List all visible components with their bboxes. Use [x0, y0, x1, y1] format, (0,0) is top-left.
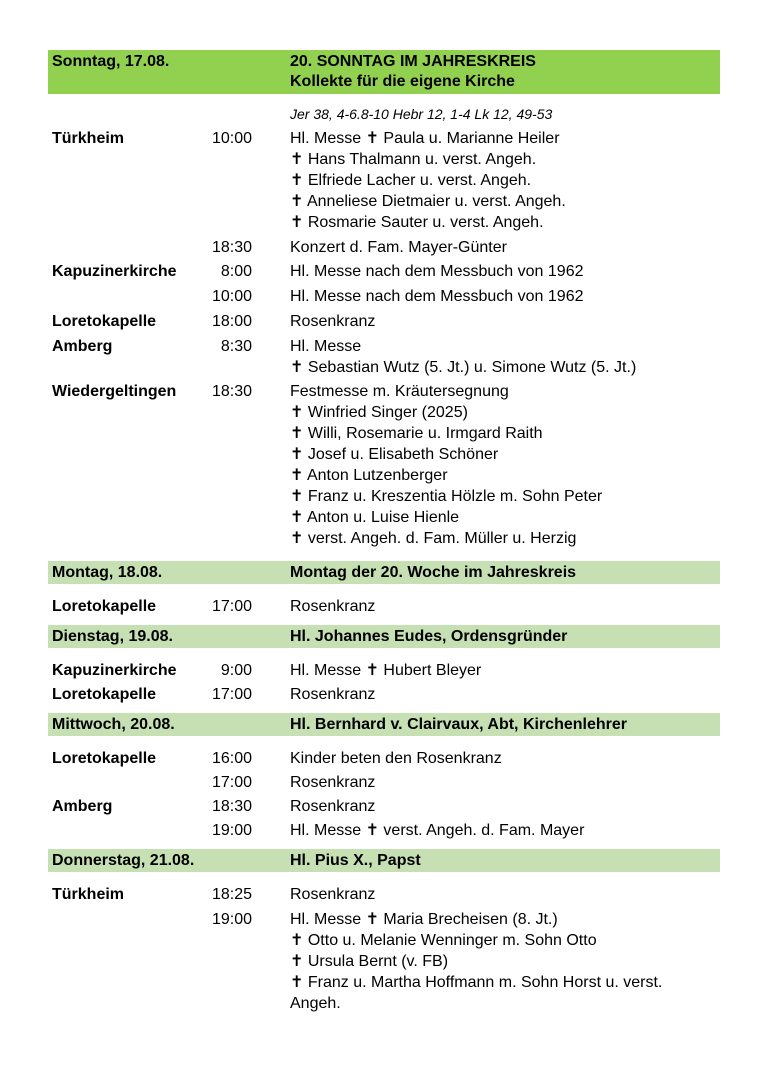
schedule-row: [48, 336, 720, 378]
location: Türkheim: [52, 886, 125, 903]
schedule-row: [48, 261, 720, 282]
location: [48, 286, 204, 307]
description-line: ✝ Anneliese Dietmaier u. verst. Angeh.: [290, 193, 566, 210]
day-title: 20. SONNTAG IM JAHRESKREIS: [290, 53, 536, 70]
location: Kapuzinerkirche: [52, 263, 177, 280]
location: Kapuzinerkirche: [52, 662, 177, 679]
description: [290, 884, 720, 905]
description-line: ✝ verst. Angeh. d. Fam. Müller u. Herzig: [290, 530, 577, 547]
description-line: Rosenkranz: [290, 798, 376, 815]
location: Amberg: [52, 798, 113, 815]
time: 18:30: [211, 383, 252, 400]
time: 18:00: [211, 313, 252, 330]
day-title: Hl. Bernhard v. Clairvaux, Abt, Kirchenlehrer: [290, 716, 627, 733]
day-header-wednesday: [48, 713, 720, 736]
day-date: Dienstag, 19.08.: [52, 628, 173, 645]
description-line: Festmesse m. Kräutersegnung: [290, 383, 509, 400]
description-line: Hl. Messe nach dem Messbuch von 1962: [290, 288, 584, 305]
description: [290, 237, 720, 258]
day-title: Montag der 20. Woche im Jahreskreis: [290, 564, 577, 581]
location: Loretokapelle: [52, 750, 157, 767]
schedule-row: [48, 128, 720, 233]
description-line: Rosenkranz: [290, 886, 376, 903]
description-line: ✝ Josef u. Elisabeth Schöner: [290, 446, 499, 463]
time: 17:00: [211, 774, 252, 791]
time: 18:25: [211, 886, 252, 903]
schedule-row: [48, 884, 720, 905]
description: [290, 684, 720, 705]
day-header-tuesday: [48, 625, 720, 648]
location: [48, 909, 204, 1014]
day-title: Hl. Pius X., Papst: [290, 852, 421, 869]
location: Türkheim: [52, 130, 125, 147]
time: 17:00: [211, 686, 252, 703]
description-line: ✝ Franz u. Martha Hoffmann m. Sohn Horst u. verst.: [290, 974, 663, 991]
location: Loretokapelle: [52, 598, 157, 615]
description: [290, 596, 720, 617]
time: 10:00: [211, 130, 252, 147]
description: [290, 909, 720, 1014]
time: 8:30: [220, 338, 252, 355]
location: [48, 772, 204, 793]
location: Loretokapelle: [52, 313, 157, 330]
description-line: ✝ Elfriede Lacher u. verst. Angeh.: [290, 172, 532, 189]
schedule-row: [48, 684, 720, 705]
description-line: ✝ Ursula Bernt (v. FB): [290, 953, 449, 970]
time: 16:00: [211, 750, 252, 767]
description: [290, 311, 720, 332]
time: 10:00: [211, 288, 252, 305]
day-header-thursday: [48, 849, 720, 872]
time: 9:00: [220, 662, 252, 679]
scripture-reading: Jer 38, 4-6.8-10 Hebr 12, 1-4 Lk 12, 49-53: [290, 106, 553, 122]
description-line: Hl. Messe: [290, 338, 362, 355]
schedule-row: [48, 286, 720, 307]
location: Loretokapelle: [52, 686, 157, 703]
schedule-page: [48, 50, 720, 1014]
description: [290, 748, 720, 769]
description-line: ✝ Anton u. Luise Hienle: [290, 509, 460, 526]
schedule-row: [48, 909, 720, 1014]
schedule-row: [48, 772, 720, 793]
description-line: Kinder beten den Rosenkranz: [290, 750, 502, 767]
description-line: ✝ Anton Lutzenberger: [290, 467, 448, 484]
description: [290, 381, 720, 549]
time: 19:00: [211, 822, 252, 839]
location: [48, 820, 204, 841]
description-line: Hl. Messe ✝ Hubert Bleyer: [290, 662, 482, 679]
description-line: Rosenkranz: [290, 598, 376, 615]
schedule-row: [48, 748, 720, 769]
schedule-row: [48, 596, 720, 617]
location: [48, 237, 204, 258]
day-header-monday: [48, 561, 720, 584]
description-line: ✝ Franz u. Kreszentia Hölzle m. Sohn Peter: [290, 488, 603, 505]
day-date: Montag, 18.08.: [52, 564, 163, 581]
description: [290, 128, 720, 233]
description: [290, 286, 720, 307]
description: [290, 660, 720, 681]
schedule-row: [48, 381, 720, 549]
schedule-row: [48, 820, 720, 841]
description-line: ✝ Winfried Singer (2025): [290, 404, 468, 421]
day-header-sunday: [48, 50, 720, 94]
description: [290, 336, 720, 378]
description-line: ✝ Hans Thalmann u. verst. Angeh.: [290, 151, 537, 168]
day-title: Hl. Johannes Eudes, Ordensgründer: [290, 628, 568, 645]
description-line: Rosenkranz: [290, 774, 376, 791]
time: 18:30: [211, 239, 252, 256]
description-line: Rosenkranz: [290, 686, 376, 703]
schedule-row: [48, 311, 720, 332]
description: [290, 796, 720, 817]
description: [290, 820, 720, 841]
description-line: Hl. Messe ✝ verst. Angeh. d. Fam. Mayer: [290, 822, 585, 839]
description-line: Hl. Messe ✝ Maria Brecheisen (8. Jt.): [290, 911, 558, 928]
time: 17:00: [211, 598, 252, 615]
description-line: ✝ Otto u. Melanie Wenninger m. Sohn Otto: [290, 932, 597, 949]
description-line: ✝ Willi, Rosemarie u. Irmgard Raith: [290, 425, 543, 442]
description: [290, 261, 720, 282]
time: 18:30: [211, 798, 252, 815]
schedule-row: [48, 660, 720, 681]
description-line: Konzert d. Fam. Mayer-Günter: [290, 239, 507, 256]
description-line: ✝ Rosmarie Sauter u. verst. Angeh.: [290, 214, 544, 231]
schedule-row: [48, 796, 720, 817]
schedule-row: [48, 237, 720, 258]
description-line: Hl. Messe nach dem Messbuch von 1962: [290, 263, 584, 280]
location: Amberg: [52, 338, 113, 355]
description-line: Angeh.: [290, 995, 341, 1012]
day-subtitle: Kollekte für die eigene Kirche: [290, 73, 515, 90]
location: Wiedergeltingen: [52, 383, 177, 400]
time: 8:00: [220, 263, 252, 280]
day-date: Mittwoch, 20.08.: [52, 716, 175, 733]
description: [290, 772, 720, 793]
description-line: Hl. Messe ✝ Paula u. Marianne Heiler: [290, 130, 560, 147]
time: 19:00: [211, 911, 252, 928]
description-line: ✝ Sebastian Wutz (5. Jt.) u. Simone Wutz (5. Jt.): [290, 359, 637, 376]
description-line: Rosenkranz: [290, 313, 376, 330]
day-date: Donnerstag, 21.08.: [52, 852, 195, 869]
day-date: Sonntag, 17.08.: [52, 53, 170, 70]
